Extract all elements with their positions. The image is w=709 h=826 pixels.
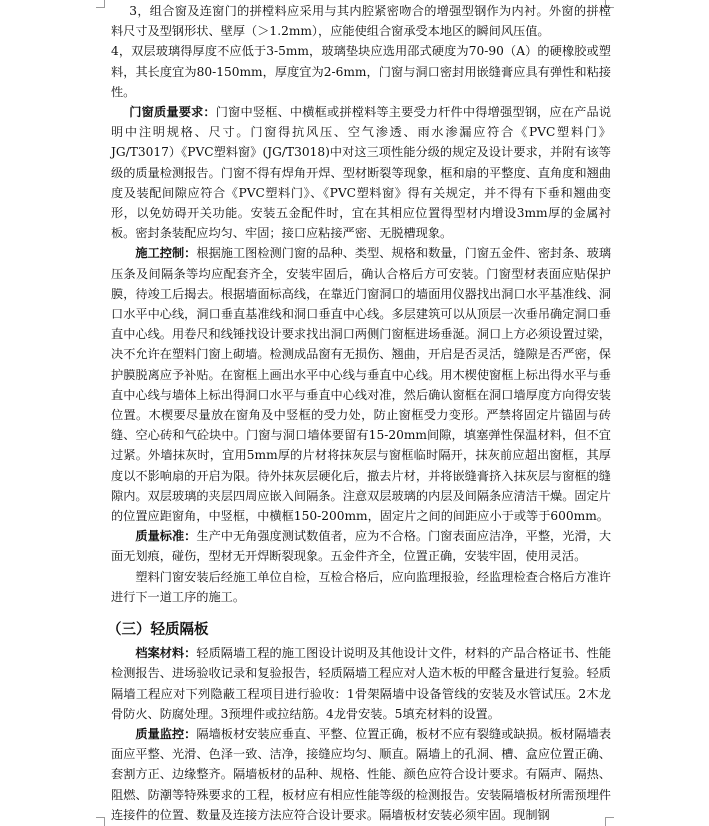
door-quality-text: 门窗中竖框、中横框或拼樘料等主要受力杆件中得增强型钢，应在产品说明中注明规格、尺寸。门窗得抗风压、空气渗透、雨水渗漏应符合《PVC塑料门》JG/T3017）《PVC塑料窗》(JG/T3018)中对这三项性能分级的规定及设计要求，并附有该等级的质量检测报告。门窗不得有焊角开焊、型材断裂等现象，框和扇的平整度、直角度和翘曲度及装配间隙应符合《PVC塑料门》、《PVC塑料窗》得有关规定，并不得有下垂和翘曲变形，以免妨碍开关功能。安装五金配件时，宜在其相应位置得型材内增设3mm厚的金属衬板。密封条装配应均匀、牢固；接口应粘接严密、无脱槽现象。 xyxy=(111,105,612,241)
quality-supervision-label: 质量监控： xyxy=(135,726,197,741)
page-corner-mark-bottom-left xyxy=(96,817,105,826)
construction-control-text: 根据施工图检测门窗的品种、类型、规格和数量，门窗五金件、密封条、玻璃压条及间隔条等均应配套齐全，安装牢固后，确认合格后方可安装。门窗型材表面应贴保护膜，待竣工后揭去。根据墙面标高线，在靠近门窗洞口的墙面用仪器找出洞口水平基准线、洞口水平中心线，洞口垂直基准线和洞口垂直中心线。多层建筑可以从顶层一次垂吊确定洞口垂直中心线。用卷尺和线锤找设计要求找出洞口两侧门窗框进场垂涎。洞口上方必须设置过梁，决不允许在塑料门窗上砌墙。检测成品窗有无损伤、翘曲，开启是否灵活，缝隙是否严密，保护膜脱离应予补贴。在窗框上画出水平中心线与垂直中心线。用木楔使窗框上标出得水平与垂直中心线与墙体上标出得洞口水平与垂直中心线对准，然后确认窗框在洞口墙厚度方向得安装位置。木楔要尽量放在窗角及中竖框的受力处，防止窗框受力变形。严禁将固定片锚固与砖缝、空心砖和气砼块中。门窗与洞口墙体要留有15-20mm间隙，填塞弹性保温材料，但不宜过紧。外墙抹灰时，宜用5mm厚的片材将抹灰层与窗框临时隔开，抹灰前应超出窗框，其厚度以不影响扇的开启为限。待外抹灰层硬化后，撤去片材，并将嵌缝膏挤入抹灰层与窗框的缝隙内。双层玻璃的夹层四周应嵌入间隔条。注意双层玻璃的内层及间隔条应清洁干燥。固定片的位置应距窗角，中竖框，中横框150-200mm，固定片之间的间距应小于或等于600mm。 xyxy=(111,246,612,524)
document-body xyxy=(107,1,612,825)
door-quality-label: 门窗质量要求： xyxy=(129,105,216,120)
quality-standard-label: 质量标准： xyxy=(135,529,197,544)
archive-materials-label: 档案材料： xyxy=(135,646,197,661)
paragraph-quality-supervision xyxy=(111,724,611,825)
archive-materials-text: 轻质隔墙工程的施工图设计说明及其他设计文件，材料的产品合格证书、性能检测报告、进场验收记录和复验报告，轻质隔墙工程应对人造木板的甲醛含量进行复验。轻质隔墙工程应对下列隐蔽工程项目进行验收：1骨架隔墙中设备管线的安装及水管试压。2木龙骨防火、防腐处理。3预埋件或拉结筋。4龙骨安装。5填充材料的设置。 xyxy=(111,646,612,721)
quality-supervision-text: 隔墙板材安装应垂直、平整、位置正确，板材不应有裂缝或缺损。板材隔墙表面应平整、光滑、色泽一致、洁净，接缝应均匀、顺直。隔墙上的孔洞、槽、盒应位置正确、套割方正、边缘整齐。隔墙板材的品种、规格、性能、颜色应符合设计要求。有隔声、隔热、阻燃、防潮等特殊要求的工程，板材应有相应性能等级的检测报告。安装隔墙板材所需预埋件连接件的位置、数量及连接方法应符合设计要求。隔墙板材安装必须牢固。现制钢 xyxy=(111,726,612,822)
page-corner-mark-top-left xyxy=(96,0,105,8)
paragraph-acceptance: 塑料门窗安装后经施工单位自检，互检合格后，应向监理报验，经监理检查合格后方准许进行下一道工序的施工。 xyxy=(111,569,611,604)
paragraph-quality-standard xyxy=(111,526,611,566)
paragraph-archive-materials xyxy=(111,643,611,724)
construction-control-label: 施工控制： xyxy=(135,246,197,261)
paragraph-construction-control xyxy=(111,243,611,526)
section-heading-partition: （三）轻质隔板 xyxy=(107,622,209,639)
paragraph-door-quality xyxy=(111,102,611,243)
paragraph-item-3: 3，组合窗及连窗门的拼樘料应采用与其内腔紧密吻合的增强型钢作为内衬。外窗的拼樘料尺寸及型钢形状、壁厚（＞1.2mm），应能使组合窗承受本地区的瞬间风压值。 xyxy=(111,4,611,39)
quality-standard-text: 生产中无角强度测试数值者，应为不合格。门窗表面应洁净，平整，光滑，大面无划痕，碰伤，型材无开焊断裂现象。五金件齐全，位置正确，安装牢固，使用灵活。 xyxy=(111,529,612,564)
paragraph-item-4: 4，双层玻璃得厚度不应低于3-5mm，玻璃垫块应选用邵式硬度为70-90（A）的硬橡胶或塑料，其长度宜为80-150mm，厚度宜为2-6mm，门窗与洞口密封用嵌缝膏应具有弹性和粘接性。 xyxy=(111,44,611,99)
